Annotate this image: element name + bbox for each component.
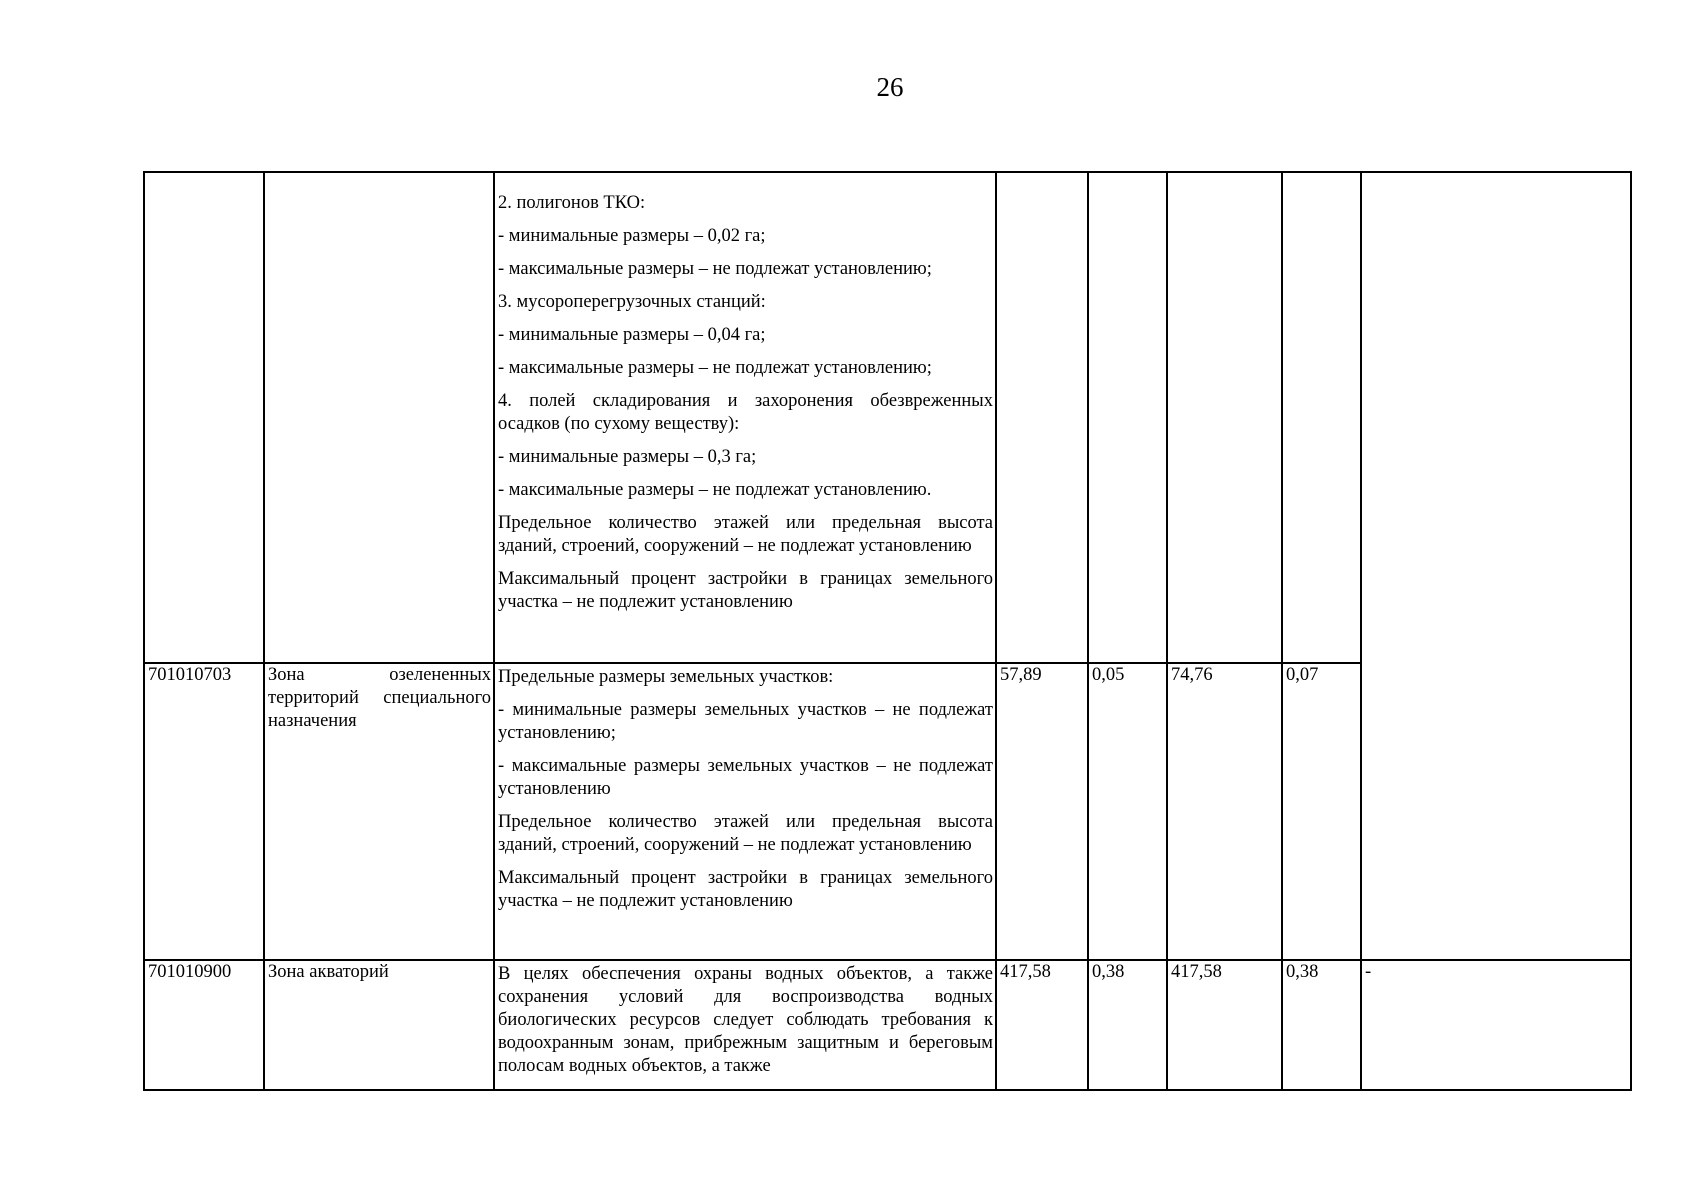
param-line: В целях обеспечения охраны водных объектов, а также сохранения условий для воспроизводства водных биологических ресурсов следует соблюдать требования к водоохранным зонам, прибрежным защитным и береговым полосам водных объектов, а также	[498, 964, 993, 1076]
param-line: - минимальные размеры – 0,04 га;	[498, 325, 766, 345]
cell-params-continued	[494, 172, 996, 663]
cell-share-2-empty	[1282, 172, 1361, 663]
zone-name: Зона акваторий	[264, 960, 494, 1090]
param-line: Предельное количество этажей или предельная высота зданий, строений, сооружений – не подлежат установлению	[498, 513, 993, 556]
cell-note-merged	[1361, 172, 1631, 960]
param-line: Предельные размеры земельных участков:	[498, 667, 834, 687]
param-line: 4. полей складирования и захоронения обезвреженных осадков (по сухому веществу):	[498, 391, 993, 434]
note-value: -	[1361, 960, 1631, 1090]
param-line: - максимальные размеры – не подлежат установлению;	[498, 259, 932, 279]
param-line: - минимальные размеры – 0,02 га;	[498, 226, 766, 246]
param-line: - минимальные размеры – 0,3 га;	[498, 447, 757, 467]
param-line: - максимальные размеры – не подлежат установлению;	[498, 358, 932, 378]
param-line: 2. полигонов ТКО:	[498, 193, 646, 213]
area-value: 417,58	[1167, 960, 1282, 1090]
param-line: Предельное количество этажей или предельная высота зданий, строений, сооружений – не подлежат установлению	[498, 812, 993, 855]
param-line: - максимальные размеры земельных участков – не подлежат установлению	[498, 756, 993, 799]
area-value: 57,89	[996, 663, 1088, 960]
area-value: 417,58	[996, 960, 1088, 1090]
zone-code: 701010703	[144, 663, 264, 960]
param-line: - максимальные размеры – не подлежат установлению.	[498, 480, 932, 500]
cell-name-empty	[264, 172, 494, 663]
cell-code-empty	[144, 172, 264, 663]
param-line: 3. мусороперегрузочных станций:	[498, 292, 766, 312]
share-value: 0,38	[1088, 960, 1167, 1090]
zone-name: Зона озелененных территорий специального назначения	[264, 663, 494, 960]
zones-table	[143, 171, 1632, 1091]
cell-area-1-empty	[996, 172, 1088, 663]
zone-code: 701010900	[144, 960, 264, 1090]
cell-area-2-empty	[1167, 172, 1282, 663]
page-number: 26	[876, 72, 904, 102]
share-value: 0,38	[1282, 960, 1361, 1090]
cell-params-green	[494, 663, 996, 960]
param-line: Максимальный процент застройки в границах земельного участка – не подлежит установлению	[498, 868, 993, 911]
share-value: 0,05	[1088, 663, 1167, 960]
param-line: Максимальный процент застройки в границах земельного участка – не подлежит установлению	[498, 569, 993, 612]
table-row-water-zone	[144, 960, 1631, 1090]
area-value: 74,76	[1167, 663, 1282, 960]
cell-share-1-empty	[1088, 172, 1167, 663]
cell-params-water	[494, 960, 996, 1090]
share-value: 0,07	[1282, 663, 1361, 960]
table-row-continued	[144, 172, 1631, 663]
param-line: - минимальные размеры земельных участков – не подлежат установлению;	[498, 700, 993, 743]
